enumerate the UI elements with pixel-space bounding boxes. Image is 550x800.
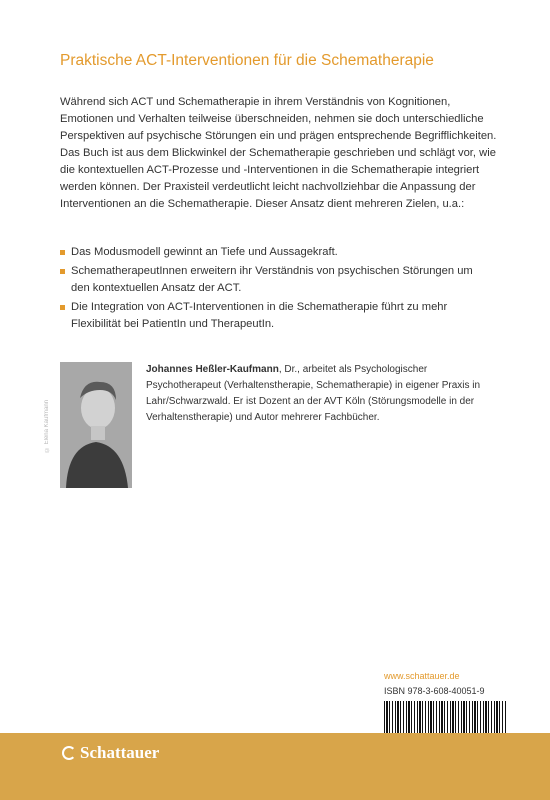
bullet-text: SchematherapeutInnen erweitern ihr Verständnis von psychischen Störungen um den kontextuellen Ansatz der ACT. bbox=[71, 265, 473, 294]
author-name: Johannes Heßler-Kaufmann bbox=[146, 364, 279, 375]
publisher-name: Schattauer bbox=[80, 743, 160, 762]
publisher-logo bbox=[62, 743, 159, 763]
author-bio bbox=[146, 362, 501, 426]
list-item bbox=[60, 263, 490, 297]
isbn: ISBN 978-3-608-40051-9 bbox=[384, 686, 485, 696]
barcode bbox=[384, 701, 506, 735]
list-item bbox=[60, 244, 490, 261]
bullet-list bbox=[60, 244, 490, 335]
bullet-text: Das Modusmodell gewinnt an Tiefe und Aussagekraft. bbox=[71, 246, 338, 258]
list-item bbox=[60, 299, 490, 333]
bullet-icon bbox=[60, 250, 65, 255]
intro-paragraph: Während sich ACT und Schematherapie in ihrem Verständnis von Kognitionen, Emotionen und Verhalten teilweise überschneiden, nehmen sie doch unterschiedliche Perspektiven auf psychische Störungen ein und prägen entsprechende Begrifflichkeiten. Das Buch ist aus dem Blickwinkel der Schematherapie geschrieben und schlägt vor, wie die kontextuellen ACT-Prozesse und -Interventionen in die Schematherapie integriert werden können. Der Praxisteil verdeutlicht leicht nachvollziehbar die Anpassung der Interventionen an die Schematherapie. Dieser Ansatz dient mehreren Zielen, u.a.: bbox=[60, 96, 497, 210]
bullet-text: Die Integration von ACT-Interventionen in die Schematherapie führt zu mehr Flexibilität bei PatientIn und TherapeutIn. bbox=[71, 301, 448, 330]
swirl-icon bbox=[62, 746, 76, 760]
author-bio-text: , Dr., arbeitet als Psychologischer Psychotherapeut (Verhaltenstherapie, Schematherapie) in eigener Praxis in Lahr/Schwarzwald. Er ist Dozent an der AVT Köln (Störungsmodelle in der Verhaltenstherapie) und Autor mehrerer Fachbücher. bbox=[146, 364, 481, 423]
bullet-icon bbox=[60, 269, 65, 274]
book-title: Praktische ACT-Interventionen für die Schematherapie bbox=[60, 52, 434, 69]
publisher-website[interactable]: www.schattauer.de bbox=[384, 671, 460, 681]
author-photo bbox=[60, 362, 132, 488]
bullet-icon bbox=[60, 305, 65, 310]
photo-credit: © Elena Kaufmann bbox=[44, 400, 50, 453]
